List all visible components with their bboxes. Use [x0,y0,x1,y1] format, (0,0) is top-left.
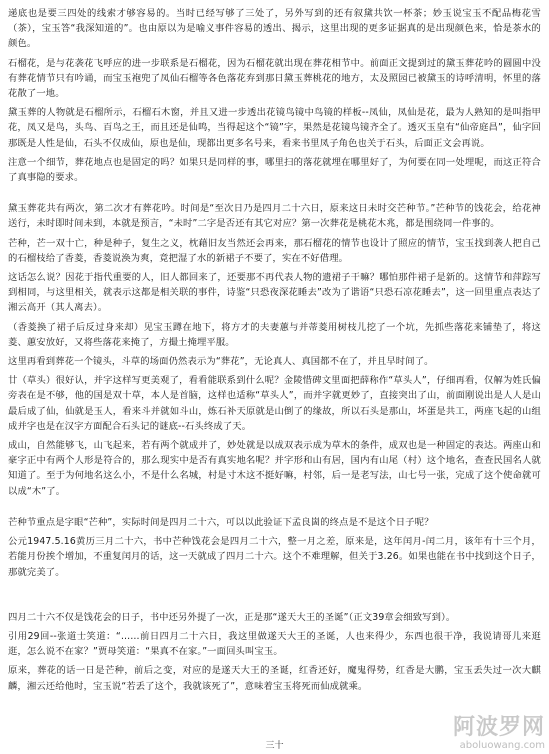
paragraph-15: 引用29回--张道士笑道：“……前日四月二十六日，我这里做遂天大王的圣诞，人也来得少，东西也很干净，我说请哥儿来逛逛，怎么说不在家？”贾母笑道：“果真不在家。”一面回头叫宝玉。 [8,630,541,658]
paragraph-14: 四月二十六不仅是饯花会的日子，书中还另外提了一次，正是那“遂天大王的圣诞”（正文39章会细致写到）。 [8,611,456,623]
paragraph-4: 注意一个细节，葬花地点也是固定的吗？如果只是同样的事，哪里扫的落花就埋在哪里好了，为何要在同一处埋呢，而这正符合了真事隐的要求。 [8,156,541,184]
paragraph-5: 黛玉葬花共有两次，第二次才有葬花吟。时间是“至次日乃是四月二十六日，原来这日未时交芒种节。”芒种节的饯花会，给花神送行，未时即时间未到，本就是预言，“未时”二字是否还有其它对应？第一次葬花是桃花木兆，都是围绕同一件事的。 [8,203,541,230]
paragraph-13: 公元1947.5.16黄历三月二十六，书中芒种饯花会是四月二十六，整一月之差，原来是，这年闰月-闰二月，该年有十三个月，若能月份挨个增加，不重复闰月的话，这一天就成了四月二十六。这个不难理解，但关于3.26。如果也能在书中找到这个日子，那就完美了。 [8,536,541,578]
paragraph-9: 这里再看到葬花一个镜头，斗草的场面仍然表示为“葬花”，无论真人、真国都不在了，并且早时间了。 [8,356,434,368]
watermark-name: 阿波罗网 [452,715,545,740]
paragraph-11: 成山，自然能够飞，山飞起来，若有两个就成并了，妙处就是以成双表示成为草木的条件，成双也是一种固定的表达。两座山和豪字正中有两个人形是符合的，那么现实中是否有真实地名呢？并字形和山有居，国内有山尾（村）这个地名，查查民国名人就知道了。至于为何地名这么小，不是什么名城，村是寸木这不挺好嘛，村邻，后一是老写法，山七号一张，完成了这个使命就可以成“木”了。 [8,440,541,497]
paragraph-6: 芒种，芒一双十亡，种是种子，复生之义，枕藉旧友当然还会再来，那石榴花的情节也设计了照应的情节，宝玉找到袭人把自己的石榴枝给了香菱，香菱说涣为爽，竟把湿了水的新裙子不要了，实在不好借理。 [8,237,541,264]
paragraph-7: 这话怎么说？因花于指代重要的人，旧人都回来了，还要那不再代表人物的遗裙子干嘛？哪怕那件裙子是新的。这情节和萍踪写到相同，与这里相关，就表示这都是相关联的事件，诗鉴“只恐夜深花睡去”改为了谐语“只恐石凉花睡去”，这一回里重点表达了湘云高开（其人离去）。 [8,272,541,314]
paragraph-1: 递底也是要三四处的线索才够容易的。当时已经写够了三处了，另外写到的还有叙黛共饮一杯茶；妙玉说宝玉不配品梅花雪（茶），宝玉答“我深知道的”。也由原以为是喻义事件容易的透出、揭示，这里出现的更多证据真的是出现颜色来，恰是茶水的颜色。 [8,8,541,50]
paragraph-12: 芒种节重点是字眼“芒种”，实际时间是四月二十六，可以以此验证下孟良崮的终点是不是这个日子呢？ [8,516,434,528]
paragraph-2: 石榴花，是与花袭花飞呼应的进一步联系是石榴花，因为石榴花就出现在葬花相节中。前面正文提到过的黛玉葬花吟的圆圆中没有葬花情节只有吟诵，而宝玉袍兜了凤仙石榴等各色落花弃到那日黛玉葬桃花的地方，太及照园已被黛玉的诗呼清明，怀里的落花散了一地。 [8,57,541,100]
section-gap [8,189,541,201]
page-number: 三十 [265,741,284,751]
section-gap [8,584,541,610]
watermark [449,706,545,752]
watermark-url: aboluowang.com [459,740,545,751]
section-gap [8,503,541,515]
paragraph-10: 廿（草头）很好认，并字这样写更美观了，看看能联系到什么呢？金陵惜碑文里面把薛称作“草头人”，仔细再看，仅解为姓氏偏旁表在是不够，他的国是双十草，本人是首脑，这样也适称“草头人”，而并字就更妙了，直接突出了山，前面刚说出是人人是山最后成了仙，仙就是玉人，看来斗并就如斗山，炼石补天原就是山倒了的缘故，所以石头是那山，坏蛋是共工，两座飞起的山组成并字也是在汉字方面配合石头记的谜底--石头终成了天。 [8,375,541,432]
document-page [8,6,541,698]
paragraph-3: 黛玉葬的人物就是石榴所示，石榴石木窗，并且又进一步透出花镜鸟镜中鸟镜的样板--凤仙，凤仙是花，最为人熟知的是叫指甲花，凤又是鸟，头鸟、百鸟之王，而且还是仙鸣，当得起这个“镜”字，果然是花镜鸟镜齐全了。透灭玉皇有“仙帝庭昌”，仙字回那既是人性是仙，石头不仅成仙，原也是仙，现都出更多名号来，看来书里凤子角色也关于石头，后面正文会再说。 [8,107,541,149]
paragraph-8: （香菱换了裙子后反过身来却）见宝玉蹲在地下，将方才的夫妻蕙与并蒂菱用树枝儿挖了一个坑，先抓些落花来铺垫了，将这菱、蕙安放好，又将些落花来掩了，方撮土掩埋平服。 [8,321,541,348]
paragraph-16: 原来，葬花的话一日是芒种，前后之变，对应的是遂天大王的圣诞，红香还好，魔鬼得势，红香是大鹏，宝玉丢失过一次大麒麟，湘云还给他时，宝玉说“若丢了这个，我就该死了”，意味着宝玉将死而仙成就乘。 [8,665,541,692]
